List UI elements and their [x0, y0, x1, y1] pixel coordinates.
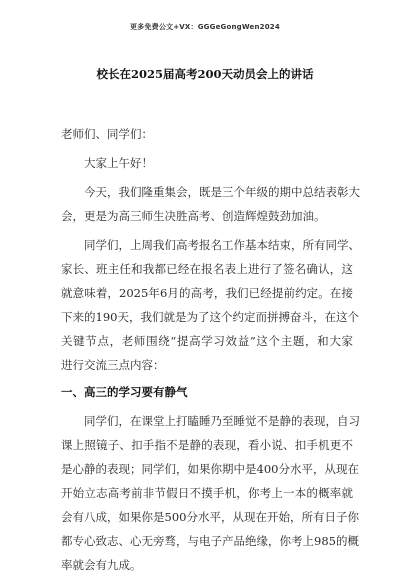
section-heading: 一、高三的学习要有静气	[61, 385, 188, 399]
page-header: 更多免费公文+VX：GGGeGongWen2024	[130, 23, 280, 31]
paragraph-line: 同学们，上周我们高考报名工作基本结束，所有同学、	[84, 238, 360, 252]
paragraph-line: 同学们，在课堂上打瞌睡乃至睡觉不是静的表现，自习	[84, 414, 360, 428]
paragraph-line: 会，更是为高三师生决胜高考、创造辉煌鼓劲加油。	[61, 209, 326, 223]
paragraph-line: 老师们、同学们：	[61, 127, 153, 141]
document-title: 校长在2025届高考200天动员会上的讲话	[96, 67, 314, 81]
paragraph-line: 会有八成，如果你是500分水平，从现在开始，所有日子你	[61, 510, 359, 524]
paragraph-line: 关键节点，老师围绕“提高学习效益”这个主题，和大家	[61, 334, 353, 348]
paragraph-line: 今天，我们隆重集会，既是三个年级的期中总结表彰大	[84, 185, 360, 199]
paragraph-line: 进行交流三点内容：	[61, 358, 165, 372]
paragraph-line: 大家上午好！	[84, 156, 153, 170]
paragraph-line: 开始立志高考前非节假日不摸手机，你考上一本的概率就	[61, 486, 353, 500]
paragraph-line: 下来的190天，我们就是为了这个约定而拼搏奋斗，在这个	[61, 310, 359, 324]
paragraph-line: 就意味着，2025年6月的高考，我们已经提前约定。在接	[61, 286, 353, 300]
paragraph-line: 是心静的表现；同学们，如果你期中是400分水平，从现在	[61, 462, 359, 476]
paragraph-line: 家长、班主任和我都已经在报名表上进行了签名确认，这	[61, 262, 353, 276]
paragraph-line: 率就会有九成。	[61, 558, 142, 572]
paragraph-line: 课上照镜子、扣手指不是静的表现，看小说、扣手机更不	[61, 438, 353, 452]
paragraph-line: 都专心致志、心无旁骛，与电子产品绝缘，你考上985的概	[61, 534, 359, 548]
